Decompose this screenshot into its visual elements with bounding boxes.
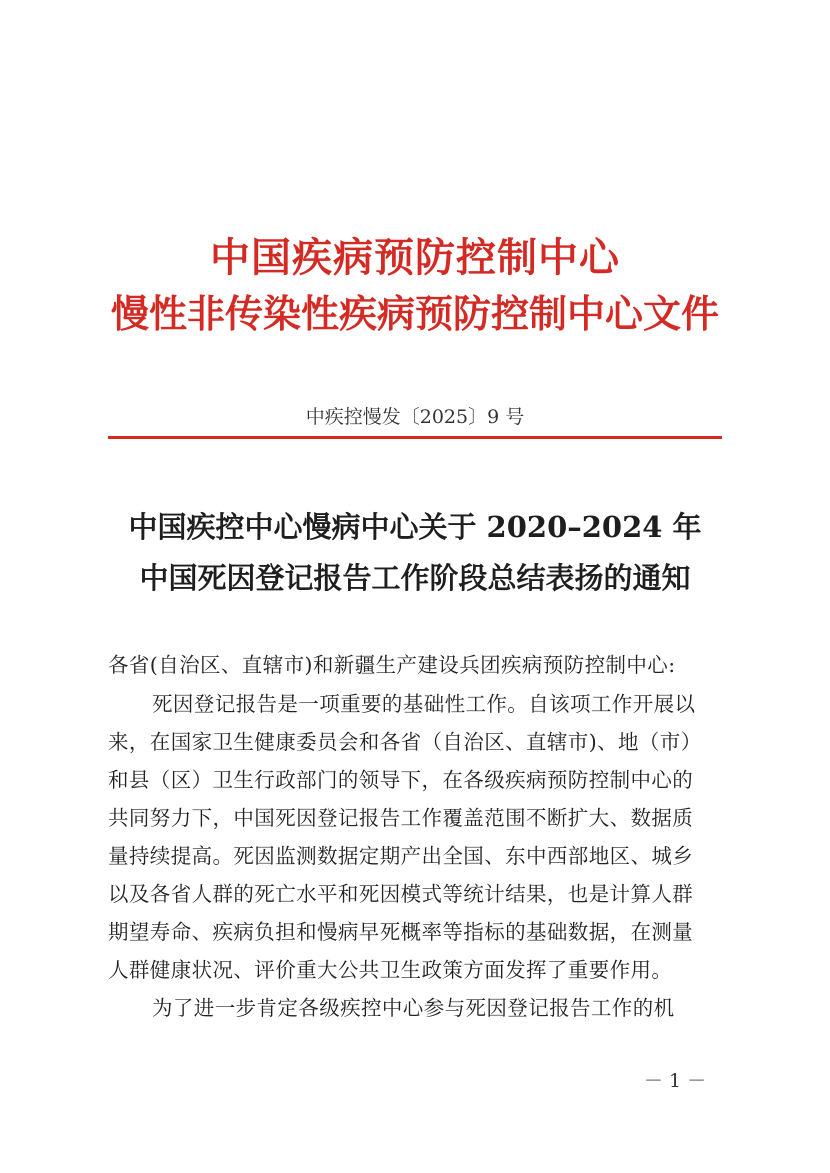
body-line: 量持续提高。死因监测数据定期产出全国、东中西部地区、城乡	[108, 844, 694, 868]
document-number: 中疾控慢发〔2025〕9 号	[305, 406, 525, 428]
body-line: 人群健康状况、评价重大公共卫生政策方面发挥了重要作用。	[108, 958, 673, 982]
body-line: 和县（区）卫生行政部门的领导下，在各级疾病预防控制中心的	[108, 768, 694, 792]
red-divider-line	[108, 436, 722, 439]
notice-title-line2: 中国死因登记报告工作阶段总结表扬的通知	[139, 561, 691, 595]
notice-title-line1: 中国疾控中心慢病中心关于 2020–2024 年	[128, 510, 702, 544]
body-line: 为了进一步肯定各级疾控中心参与死因登记报告工作的机	[152, 996, 675, 1020]
body-line: 死因登记报告是一项重要的基础性工作。自该项工作开展以	[152, 692, 696, 716]
page-number: － 1 －	[644, 1070, 707, 1092]
issuer-title-line1: 中国疾病预防控制中心	[210, 234, 620, 281]
body-line: 来，在国家卫生健康委员会和各省（自治区、直辖市)、地（市）	[108, 730, 702, 754]
issuer-title-line2: 慢性非传染性疾病预防控制中心文件	[110, 291, 719, 336]
body-line: 期望寿命、疾病负担和慢病早死概率等指标的基础数据，在测量	[108, 920, 694, 944]
body-line: 以及各省人群的死亡水平和死因模式等统计结果，也是计算人群	[108, 882, 694, 906]
salutation-line: 各省(自治区、直辖市)和新疆生产建设兵团疾病预防控制中心:	[108, 653, 676, 677]
body-line: 共同努力下，中国死因登记报告工作覆盖范围不断扩大、数据质	[108, 806, 694, 830]
